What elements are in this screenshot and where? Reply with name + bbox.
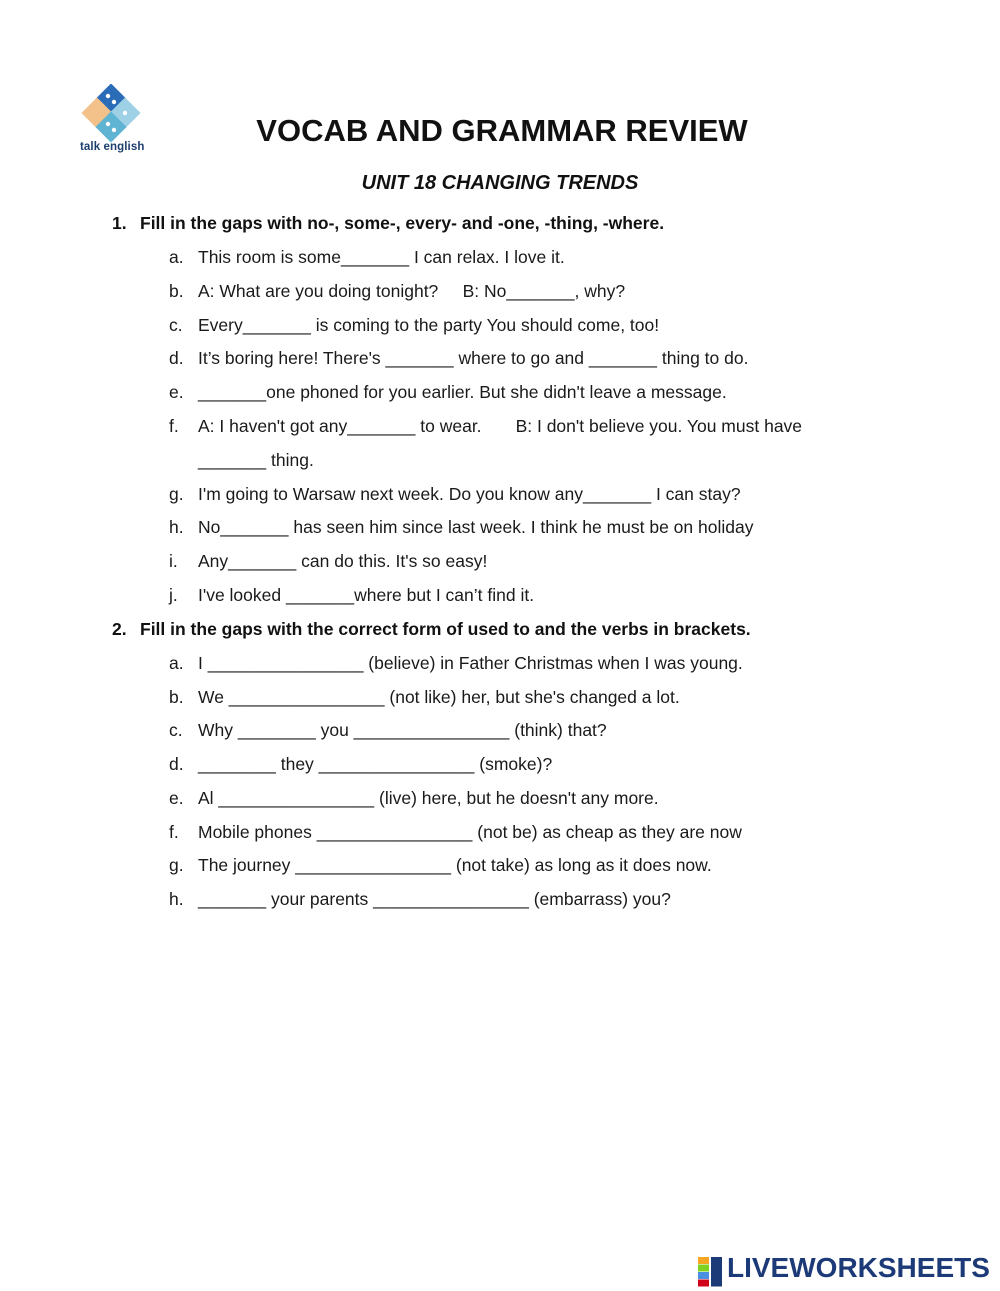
item-letter: h. bbox=[169, 517, 184, 537]
item-letter: e. bbox=[169, 788, 184, 808]
item-continuation: _______ thing. bbox=[198, 450, 314, 470]
item-text: _______ your parents ________________ (embarrass) you? bbox=[198, 889, 671, 909]
item-letter: b. bbox=[169, 281, 184, 301]
item-text: I ________________ (believe) in Father Christmas when I was young. bbox=[198, 653, 743, 673]
item-text: Al ________________ (live) here, but he doesn't any more. bbox=[198, 788, 659, 808]
logo-text: talk english bbox=[80, 141, 145, 153]
item-letter: a. bbox=[169, 653, 184, 673]
item-letter: c. bbox=[169, 315, 183, 335]
item-letter: a. bbox=[169, 247, 184, 267]
section-instruction: Fill in the gaps with the correct form of used to and the verbs in brackets. bbox=[140, 619, 751, 639]
section-2-title bbox=[112, 619, 751, 640]
item-text: Mobile phones ________________ (not be) as cheap as they are now bbox=[198, 822, 742, 842]
item-letter: d. bbox=[169, 754, 184, 774]
liveworksheets-brand: LIVEWORKSHEETS bbox=[727, 1252, 990, 1283]
item-letter: f. bbox=[169, 822, 179, 842]
item-text: Every_______ is coming to the party You should come, too! bbox=[198, 315, 660, 335]
item-letter: b. bbox=[169, 687, 184, 707]
page-subtitle: UNIT 18 CHANGING TRENDS bbox=[361, 172, 639, 194]
item-text: I've looked _______where but I can’t find it. bbox=[198, 585, 535, 605]
section-1-title bbox=[112, 213, 664, 234]
item-letter: d. bbox=[169, 348, 184, 368]
page-title: VOCAB AND GRAMMAR REVIEW bbox=[256, 113, 748, 148]
item-letter: e. bbox=[169, 382, 184, 402]
item-letter: g. bbox=[169, 855, 184, 875]
item-letter: h. bbox=[169, 889, 184, 909]
item-text: A: I haven't got any_______ to wear. B: I don't believe you. You must have bbox=[198, 416, 803, 436]
liveworksheets-badge-icon bbox=[698, 1257, 722, 1287]
item-letter: j. bbox=[169, 585, 178, 605]
item-letter: c. bbox=[169, 720, 183, 740]
item-text: A: What are you doing tonight? B: No_______, why? bbox=[198, 281, 626, 301]
item-letter: f. bbox=[169, 416, 179, 436]
item-text: Any_______ can do this. It's so easy! bbox=[198, 551, 488, 571]
item-text: This room is some_______ I can relax. I love it. bbox=[198, 247, 565, 267]
item-text: It’s boring here! There's _______ where to go and _______ thing to do. bbox=[198, 348, 749, 368]
section-number: 2. bbox=[112, 619, 127, 639]
item-text: No_______ has seen him since last week. I think he must be on holiday bbox=[198, 517, 754, 537]
item-letter: g. bbox=[169, 484, 184, 504]
item-text: Why ________ you ________________ (think) that? bbox=[198, 720, 607, 740]
item-letter: i. bbox=[169, 551, 178, 571]
item-text: We ________________ (not like) her, but she's changed a lot. bbox=[198, 687, 680, 707]
section-instruction: Fill in the gaps with no-, some-, every- and -one, -thing, -where. bbox=[140, 213, 665, 233]
item-text: ________ they ________________ (smoke)? bbox=[198, 754, 553, 774]
item-text: _______one phoned for you earlier. But she didn't leave a message. bbox=[198, 382, 727, 402]
item-text: The journey ________________ (not take) as long as it does now. bbox=[198, 855, 712, 875]
section-number: 1. bbox=[112, 213, 127, 233]
item-text: I'm going to Warsaw next week. Do you know any_______ I can stay? bbox=[198, 484, 741, 504]
